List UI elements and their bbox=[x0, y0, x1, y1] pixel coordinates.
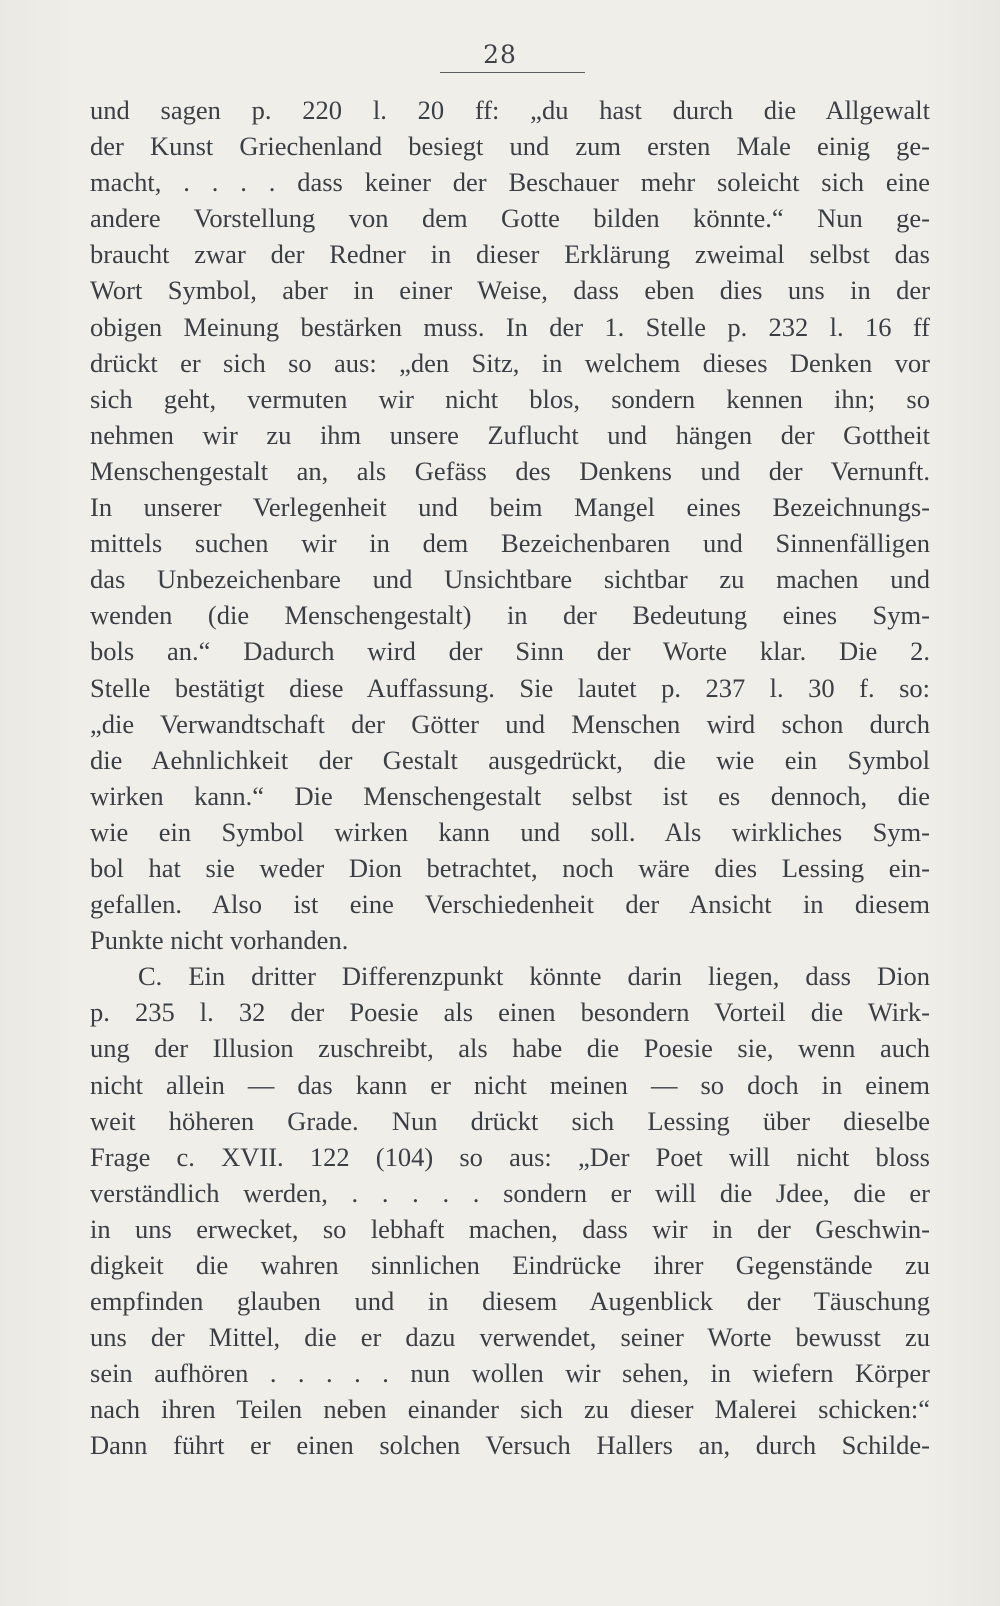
text-line: nicht allein — das kann er nicht meinen — so doch in einem bbox=[90, 1069, 930, 1100]
text-line: und sagen p. 220 l. 20 ff: „du hast durch die Allgewalt bbox=[90, 95, 930, 125]
text-line: obigen Meinung bestärken muss. In der 1. Stelle p. 232 l. 16 ff bbox=[90, 311, 930, 342]
text-line: weit höheren Grade. Nun drückt sich Lessing über dieselbe bbox=[90, 1105, 930, 1136]
text-line: sich geht, vermuten wir nicht blos, sondern kennen ihn; so bbox=[90, 383, 930, 414]
text-line: wenden (die Menschengestalt) in der Bedeutung eines Sym- bbox=[90, 600, 930, 631]
page-number: 28 bbox=[483, 40, 517, 69]
text-line: sein aufhören . . . . . nun wollen wir sehen, in wiefern Körper bbox=[90, 1358, 930, 1389]
text-line: digkeit die wahren sinnlichen Eindrücke ihrer Gegenstände zu bbox=[90, 1250, 930, 1280]
text-line: gefallen. Also ist eine Verschiedenheit der Ansicht in diesem bbox=[90, 889, 930, 920]
text-line: bols an.“ Dadurch wird der Sinn der Worte klar. Die 2. bbox=[90, 636, 930, 667]
paragraph-end-line: Punkte nicht vorhanden. bbox=[90, 925, 349, 956]
text-line: Frage c. XVII. 122 (104) so aus: „Der Poet will nicht bloss bbox=[90, 1141, 930, 1172]
text-line: wie ein Symbol wirken kann und soll. Als wirkliches Sym- bbox=[90, 816, 930, 847]
text-line: wirken kann.“ Die Menschengestalt selbst ist es dennoch, die bbox=[90, 780, 930, 811]
text-line: braucht zwar der Redner in dieser Erklärung zweimal selbst das bbox=[90, 239, 930, 270]
text-line: bol hat sie weder Dion betrachtet, noch wäre dies Lessing ein- bbox=[90, 852, 930, 883]
text-line: empfinden glauben und in diesem Augenblick der Täuschung bbox=[90, 1286, 930, 1317]
text-line: in uns erwecket, so lebhaft machen, dass wir in der Geschwin- bbox=[90, 1213, 930, 1244]
text-line: mittels suchen wir in dem Bezeichenbaren und Sinnenfälligen bbox=[90, 528, 930, 559]
text-line: Menschengestalt an, als Gefäss des Denkens und der Vernunft. bbox=[90, 455, 930, 486]
text-line: das Unbezeichenbare und Unsichtbare sichtbar zu machen und bbox=[90, 564, 930, 595]
text-line: andere Vorstellung von dem Gotte bilden könnte.“ Nun ge- bbox=[90, 203, 930, 234]
body-text bbox=[90, 92, 930, 1464]
text-line: Stelle bestätigt diese Auffassung. Sie lautet p. 237 l. 30 f. so: bbox=[90, 672, 930, 703]
text-line: verständlich werden, . . . . . sondern er will die Jdee, die er bbox=[90, 1177, 930, 1208]
text-line: „die Verwandtschaft der Götter und Menschen wird schon durch bbox=[90, 708, 930, 739]
text-line: die Aehnlichkeit der Gestalt ausgedrückt, die wie ein Symbol bbox=[90, 744, 930, 775]
text-line: drückt er sich so aus: „den Sitz, in welchem dieses Denken vor bbox=[90, 347, 930, 378]
text-line: p. 235 l. 32 der Poesie als einen besondern Vorteil die Wirk- bbox=[90, 997, 930, 1028]
text-line: Wort Symbol, aber in einer Weise, dass eben dies uns in der bbox=[90, 275, 930, 306]
text-line: ung der Illusion zuschreibt, als habe die Poesie sie, wenn auch bbox=[90, 1033, 930, 1064]
text-line: macht, . . . . dass keiner der Beschauer mehr soleicht sich eine bbox=[90, 167, 930, 198]
header-rule bbox=[440, 72, 585, 73]
text-line: In unserer Verlegenheit und beim Mangel eines Bezeichnungs- bbox=[90, 492, 930, 523]
text-line: nach ihren Teilen neben einander sich zu dieser Malerei schicken:“ bbox=[90, 1394, 930, 1425]
text-line: nehmen wir zu ihm unsere Zuflucht und hängen der Gottheit bbox=[90, 419, 930, 450]
text-line: uns der Mittel, die er dazu verwendet, seiner Worte bewusst zu bbox=[90, 1322, 930, 1353]
text-line: Dann führt er einen solchen Versuch Hallers an, durch Schilde- bbox=[90, 1430, 930, 1461]
paragraph-start-line: C. Ein dritter Differenzpunkt könnte darin liegen, dass Dion bbox=[138, 961, 930, 992]
text-line: der Kunst Griechenland besiegt und zum ersten Male einig ge- bbox=[90, 131, 930, 162]
